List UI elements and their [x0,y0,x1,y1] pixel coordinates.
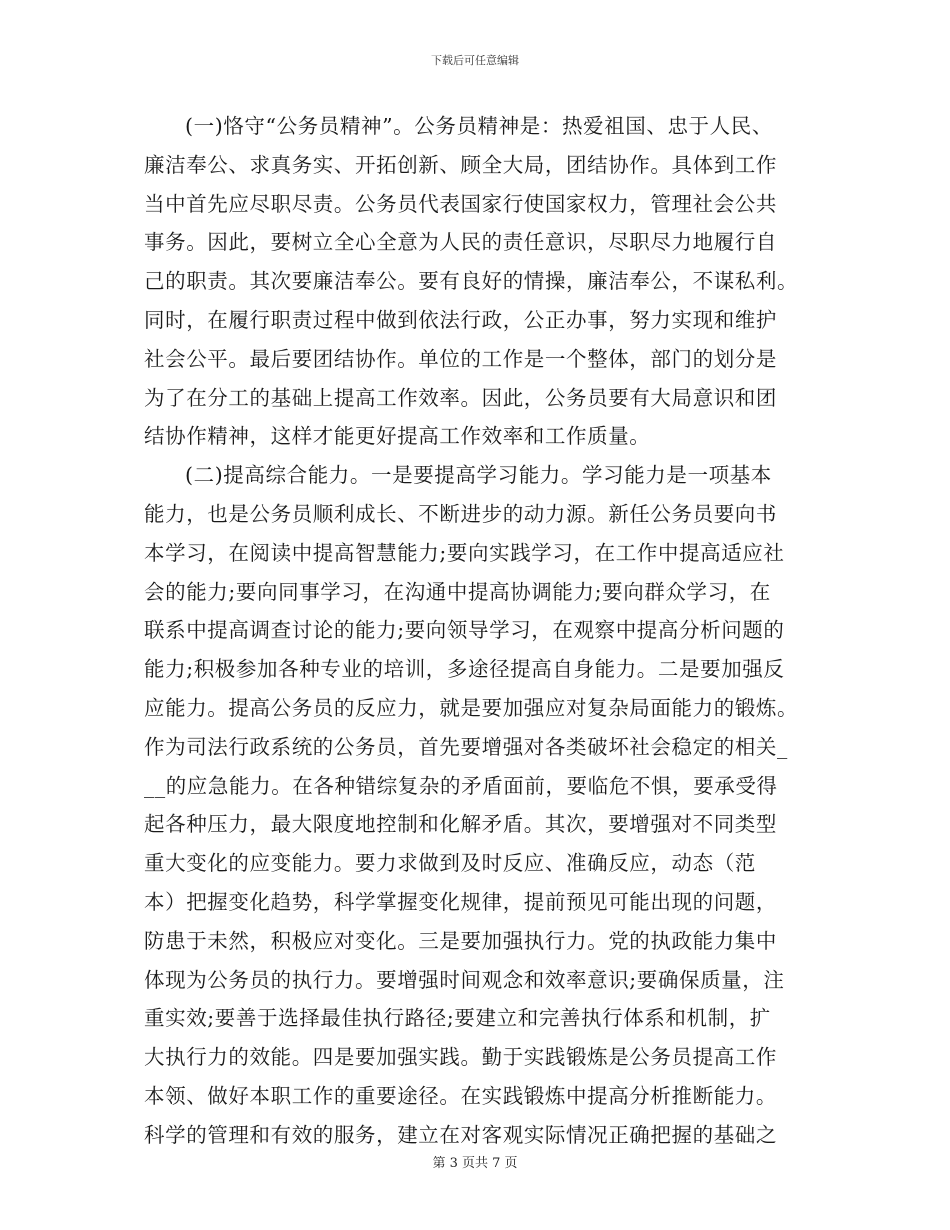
paragraph-2-line: __的应急能力。在各种错综复杂的矛盾面前，要临危不惧，要承受得 [144,773,778,798]
paragraph-2-line: 科学的管理和有效的服务，建立在对客观实际情况正确把握的基础之 [144,1122,777,1147]
paragraph-1-line: 己的职责。其次要廉洁奉公。要有良好的情操，廉洁奉公，不谋私利。 [144,269,799,294]
paragraph-2-line: 本）把握变化趋势，科学掌握变化规律，提前预见可能出现的问题， [144,889,777,914]
paragraph-1-line: 廉洁奉公、求真务实、开拓创新、顾全大局，团结协作。具体到工作 [144,152,777,177]
paragraph-2-line: 作为司法行政系统的公务员，首先要增强对各类破坏社会稳定的相关_ [144,734,788,759]
paragraph-2-line: 能力，也是公务员顺利成长、不断进步的动力源。新任公务员要向书 [144,501,777,526]
paragraph-2-line: 体现为公务员的执行力。要增强时间观念和效率意识;要确保质量，注 [144,967,785,992]
paragraph-2-line: 能力;积极参加各种专业的培训，多途径提高自身能力。二是要加强反 [144,657,785,682]
paragraph-2-line: 联系中提高调查讨论的能力;要向领导学习，在观察中提高分析问题的 [144,618,785,643]
paragraph-1-line: 事务。因此，要树立全心全意为人民的责任意识，尽职尽力地履行自 [144,230,777,255]
paragraph-1-line: (一)恪守“公务员精神”。公务员精神是：热爱祖国、忠于人民、 [185,114,773,138]
paragraph-1-line: 同时，在履行职责过程中做到依法行政，公正办事，努力实现和维护 [144,307,777,332]
paragraph-2-line: 重实效;要善于选择最佳执行路径;要建立和完善执行体系和机制，扩 [144,1006,771,1031]
paragraph-2-line: (二)提高综合能力。一是要提高学习能力。学习能力是一项基本 [185,463,772,488]
paragraph-1-line: 为了在分工的基础上提高工作效率。因此，公务员要有大局意识和团 [144,385,777,410]
paragraph-2-line: 会的能力;要向同事学习，在沟通中提高协调能力;要向群众学习，在 [144,579,771,604]
paragraph-2-line: 重大变化的应变能力。要力求做到及时反应、准确反应，动态（范 [144,851,756,876]
paragraph-1-line: 结协作精神，这样才能更好提高工作效率和工作质量。 [144,424,651,449]
paragraph-2-line: 本学习，在阅读中提高智慧能力;要向实践学习，在工作中提高适应社 [144,540,785,565]
paragraph-2-line: 防患于未然，积极应对变化。三是要加强执行力。党的执政能力集中 [144,928,777,953]
paragraph-2-line: 起各种压力，最大限度地控制和化解矛盾。其次，要增强对不同类型 [144,812,777,837]
page-header: 下载后可任意编辑 [431,54,519,67]
paragraph-2-line: 大执行力的效能。四是要加强实践。勤于实践锻炼是公务员提高工作 [144,1045,777,1070]
paragraph-1-line: 社会公平。最后要团结协作。单位的工作是一个整体，部门的划分是 [144,346,777,371]
paragraph-2-line: 本领、做好本职工作的重要途径。在实践锻炼中提高分析推断能力。 [144,1083,777,1108]
paragraph-1-line: 当中首先应尽职尽责。公务员代表国家行使国家权力，管理社会公共 [144,191,777,216]
page-number: 第 3 页共 7 页 [432,1156,518,1171]
document-body [144,107,804,1155]
paragraph-2-line: 应能力。提高公务员的反应力，就是要加强应对复杂局面能力的锻炼。 [144,695,799,720]
